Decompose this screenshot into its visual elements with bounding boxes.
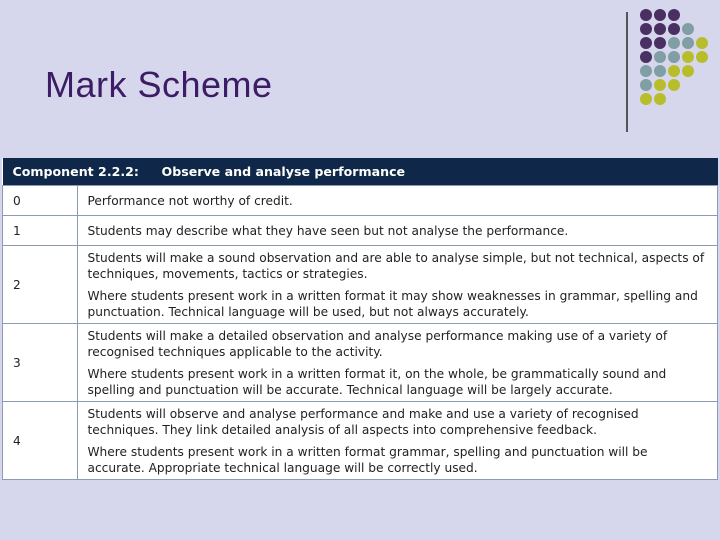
decorative-dot [668,37,680,49]
decorative-dot [668,51,680,63]
decorative-dot [668,79,680,91]
description-text: Performance not worthy of credit. [87,194,293,208]
decorative-dot [640,37,652,49]
decorative-dot [654,93,666,105]
decorative-dot-grid [640,9,720,109]
table-header-row [3,158,718,186]
decorative-dot [668,65,680,77]
decorative-dot [640,51,652,63]
decorative-dot [640,9,652,21]
description-cell [77,246,718,324]
decorative-dot [682,51,694,63]
description-cell [77,324,718,402]
description-cell [77,216,718,246]
decorative-dot [696,51,708,63]
description-text: Students will make a detailed observation and analyse performance making use of a variety of recognised techniques applicable to the activity. [87,329,668,359]
divider-line [626,12,628,132]
decorative-dot [640,93,652,105]
decorative-dot [682,23,694,35]
mark-cell: 3 [3,324,78,402]
mark-cell: 2 [3,246,78,324]
description-cell [77,186,718,216]
decorative-dot [654,79,666,91]
decorative-dot [654,65,666,77]
decorative-dot [682,65,694,77]
mark-cell: 0 [3,186,78,216]
description-text: Where students present work in a written format it, on the whole, be grammatically sound and spelling and punctuation will be accurate. Technical language will be largely accurate. [87,367,667,397]
component-label: Component 2.2.2: [3,158,152,186]
description-text: Where students present work in a written format it may show weaknesses in grammar, spelling and punctuation. Technical language will be used, but not always accurately. [87,289,698,319]
component-title: Observe and analyse performance [152,158,718,186]
decorative-dot [682,37,694,49]
decorative-dot [668,9,680,21]
table-row [3,216,718,246]
decorative-dot [696,37,708,49]
slide-title: Mark Scheme [45,64,273,105]
table-row [3,402,718,480]
mark-cell: 1 [3,216,78,246]
decorative-dot [654,9,666,21]
mark-scheme-table [2,158,718,480]
table-row [3,186,718,216]
table-row [3,324,718,402]
decorative-dot [640,65,652,77]
decorative-dot [668,23,680,35]
description-text: Where students present work in a written format grammar, spelling and punctuation will be accurate. Appropriate technical language will be correctly used. [87,445,648,475]
description-cell [77,402,718,480]
decorative-dot [640,79,652,91]
decorative-dot [654,37,666,49]
decorative-dot [640,23,652,35]
mark-cell: 4 [3,402,78,480]
description-text: Students will make a sound observation and are able to analyse simple, but not technical, aspects of techniques, movements, tactics or strategies. [87,251,705,281]
table-row [3,246,718,324]
decorative-dot [654,23,666,35]
description-text: Students may describe what they have seen but not analyse the performance. [87,224,569,238]
description-text: Students will observe and analyse performance and make and use a variety of recognised techniques. They link detailed analysis of all aspects into comprehensive feedback. [87,407,639,437]
decorative-dot [654,51,666,63]
